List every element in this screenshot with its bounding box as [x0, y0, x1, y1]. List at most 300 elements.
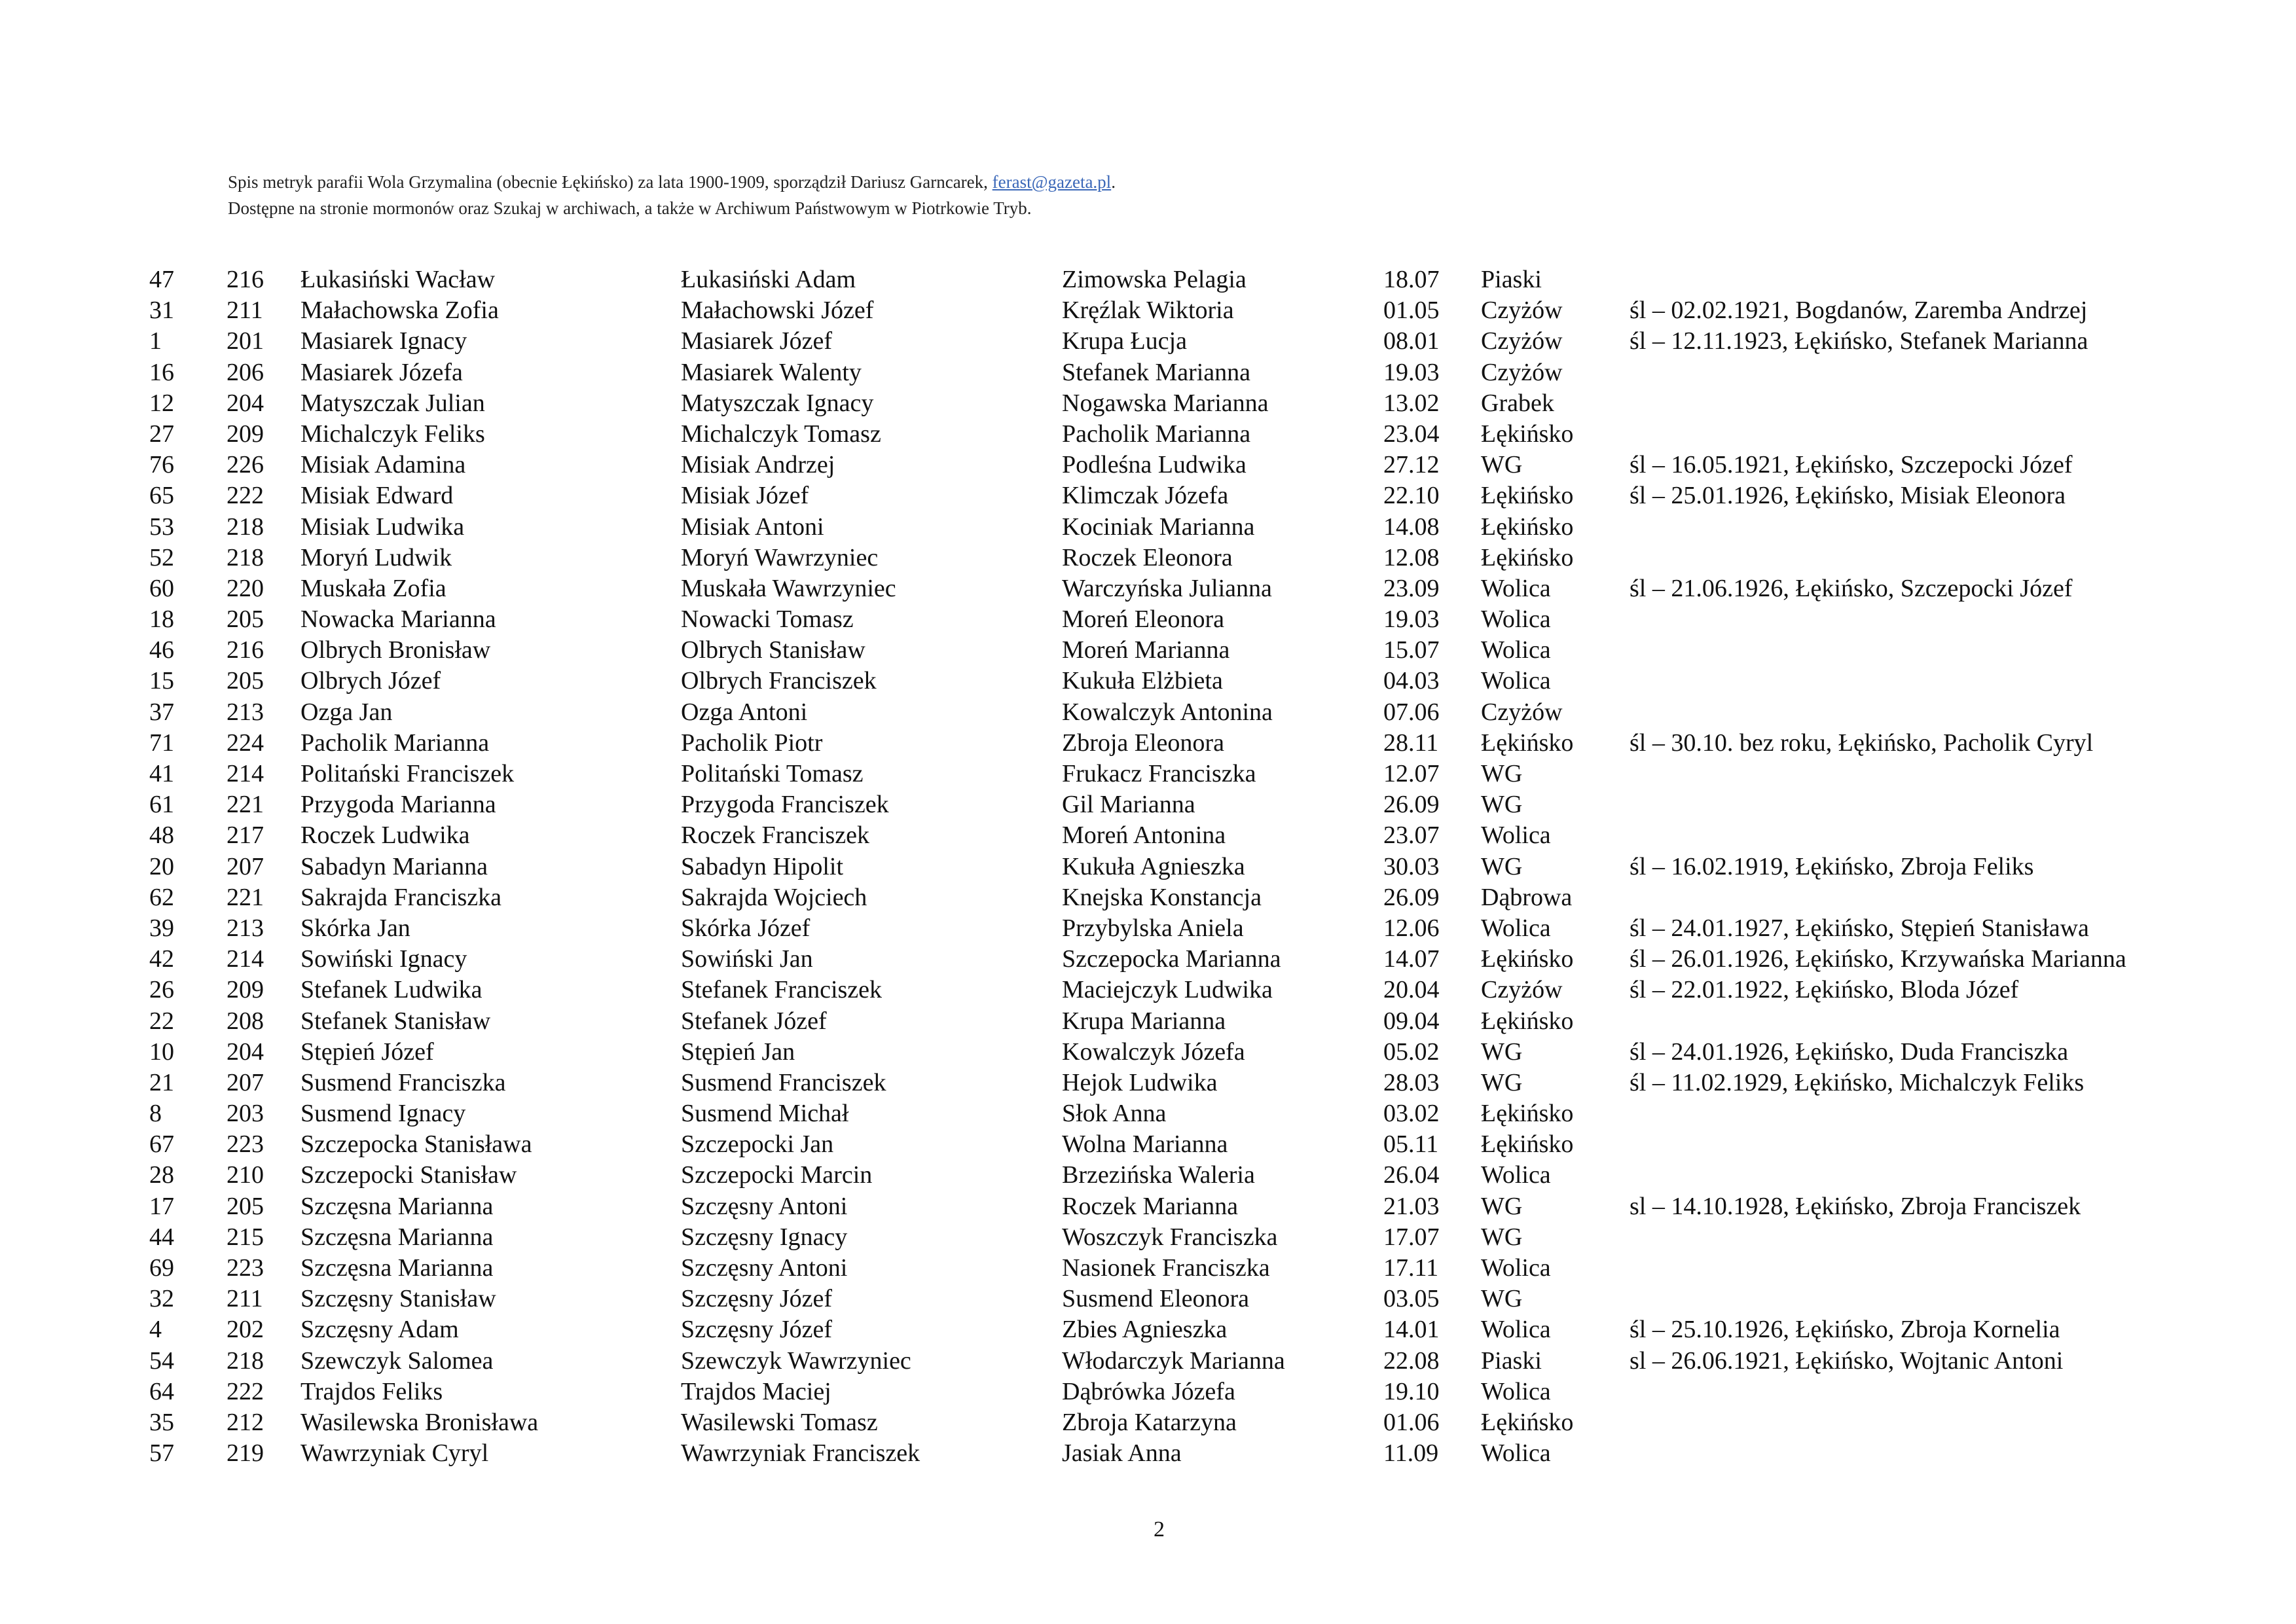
record-number: 64 [149, 1377, 174, 1405]
child-name: Stępień Józef [301, 1038, 434, 1066]
act-number: 207 [227, 1068, 264, 1096]
table-row [0, 1191, 2296, 1222]
record-number: 46 [149, 636, 174, 664]
mother-name: Frukacz Franciszka [1062, 760, 1256, 787]
birth-date: 03.05 [1383, 1285, 1440, 1313]
table-row [0, 635, 2296, 666]
mother-name: Maciejczyk Ludwika [1062, 976, 1273, 1004]
record-number: 27 [149, 420, 174, 448]
father-name: Masiarek Walenty [681, 358, 862, 386]
birth-date: 09.04 [1383, 1007, 1440, 1035]
child-name: Szewczyk Salomea [301, 1346, 494, 1375]
mother-name: Roczek Eleonora [1062, 543, 1233, 571]
table-row [0, 852, 2296, 882]
mother-name: Słok Anna [1062, 1100, 1167, 1128]
mother-name: Susmend Eleonora [1062, 1285, 1250, 1313]
birth-date: 08.01 [1383, 327, 1440, 355]
table-row [0, 1284, 2296, 1314]
table-row [0, 1253, 2296, 1284]
birth-place: WG [1481, 852, 1523, 880]
father-name: Misiak Antoni [681, 513, 824, 541]
mother-name: Woszczyk Franciszka [1062, 1223, 1278, 1251]
mother-name: Pacholik Marianna [1062, 420, 1251, 448]
child-name: Szczęsny Stanisław [301, 1285, 496, 1313]
father-name: Susmend Michał [681, 1100, 849, 1128]
record-number: 1 [149, 327, 162, 355]
record-number: 8 [149, 1100, 162, 1128]
mother-name: Roczek Marianna [1062, 1192, 1239, 1220]
record-number: 37 [149, 698, 174, 726]
record-number: 18 [149, 605, 174, 634]
marriage-note: sl – 14.10.1928, Łękińsko, Zbroja Franciszek [1630, 1192, 2081, 1220]
act-number: 209 [227, 976, 264, 1004]
father-name: Szczęsny Ignacy [681, 1223, 848, 1251]
table-row [0, 1006, 2296, 1037]
act-number: 219 [227, 1439, 264, 1468]
mother-name: Stefanek Marianna [1062, 358, 1251, 386]
birth-place: Łękińsko [1481, 1100, 1574, 1128]
birth-place: WG [1481, 1038, 1523, 1066]
document-header [228, 169, 1116, 221]
act-number: 202 [227, 1316, 264, 1344]
table-row [0, 480, 2296, 511]
mother-name: Kukuła Elżbieta [1062, 667, 1223, 695]
header-line-1-text: Spis metryk parafii Wola Grzymalina (obecnie Łękińsko) za lata 1900-1909, sporządził Dariusz Garncarek, [228, 172, 993, 192]
table-row [0, 1346, 2296, 1377]
marriage-note: śl – 22.01.1922, Łękińsko, Bloda Józef [1630, 976, 2019, 1004]
act-number: 224 [227, 729, 264, 757]
child-name: Muskała Zofia [301, 574, 446, 602]
birth-date: 17.07 [1383, 1223, 1440, 1251]
father-name: Wasilewski Tomasz [681, 1408, 878, 1436]
record-number: 15 [149, 667, 174, 695]
birth-date: 23.07 [1383, 821, 1440, 850]
table-row [0, 666, 2296, 696]
birth-place: Czyżów [1481, 698, 1563, 726]
father-name: Olbrych Stanisław [681, 636, 866, 664]
birth-place: Wolica [1481, 636, 1551, 664]
mother-name: Klimczak Józefa [1062, 482, 1229, 510]
marriage-note: śl – 16.02.1919, Łękińsko, Zbroja Feliks [1630, 852, 2034, 880]
record-number: 65 [149, 482, 174, 510]
record-number: 35 [149, 1408, 174, 1436]
birth-date: 14.01 [1383, 1316, 1440, 1344]
birth-date: 11.09 [1383, 1439, 1439, 1468]
birth-date: 05.02 [1383, 1038, 1440, 1066]
birth-place: WG [1481, 1068, 1523, 1096]
mother-name: Knejska Konstancja [1062, 883, 1262, 911]
birth-place: Łękińsko [1481, 729, 1574, 757]
birth-date: 19.10 [1383, 1377, 1440, 1405]
mother-name: Kręźlak Wiktoria [1062, 297, 1234, 325]
child-name: Pacholik Marianna [301, 729, 490, 757]
father-name: Misiak Józef [681, 482, 809, 510]
mother-name: Kowalczyk Antonina [1062, 698, 1273, 726]
birth-date: 14.07 [1383, 945, 1440, 973]
act-number: 214 [227, 760, 264, 787]
mother-name: Nogawska Marianna [1062, 389, 1269, 417]
marriage-note: śl – 11.02.1929, Łękińsko, Michalczyk Feliks [1630, 1068, 2085, 1096]
father-name: Sabadyn Hipolit [681, 852, 844, 880]
table-row [0, 759, 2296, 789]
marriage-note: śl – 16.05.1921, Łękińsko, Szczepocki Józef [1630, 451, 2073, 479]
birth-date: 26.09 [1383, 791, 1440, 819]
record-number: 39 [149, 914, 174, 942]
birth-place: Wolica [1481, 605, 1551, 634]
child-name: Roczek Ludwika [301, 821, 470, 850]
mother-name: Nasionek Franciszka [1062, 1254, 1270, 1282]
record-number: 48 [149, 821, 174, 850]
header-line-2: Dostępne na stronie mormonów oraz Szukaj w archiwach, a także w Archiwum Państwowym w Piotrkowie Tryb. [228, 198, 1032, 218]
act-number: 204 [227, 389, 264, 417]
father-name: Pacholik Piotr [681, 729, 823, 757]
child-name: Sakrajda Franciszka [301, 883, 502, 911]
marriage-note: śl – 21.06.1926, Łękińsko, Szczepocki Józef [1630, 574, 2073, 602]
table-row [0, 789, 2296, 820]
father-name: Skórka Józef [681, 914, 811, 942]
record-number: 20 [149, 852, 174, 880]
birth-place: Łękińsko [1481, 420, 1574, 448]
record-number: 67 [149, 1130, 174, 1159]
record-number: 16 [149, 358, 174, 386]
act-number: 220 [227, 574, 264, 602]
act-number: 221 [227, 883, 264, 911]
table-row [0, 1222, 2296, 1253]
table-row [0, 1129, 2296, 1160]
record-number: 17 [149, 1192, 174, 1220]
mother-name: Dąbrówka Józefa [1062, 1377, 1235, 1405]
act-number: 212 [227, 1408, 264, 1436]
birth-date: 22.08 [1383, 1346, 1440, 1375]
record-number: 32 [149, 1285, 174, 1313]
birth-date: 07.06 [1383, 698, 1440, 726]
father-name: Muskała Wawrzyniec [681, 574, 896, 602]
act-number: 205 [227, 605, 264, 634]
father-name: Szczęsny Józef [681, 1285, 833, 1313]
table-row [0, 882, 2296, 913]
table-row [0, 1098, 2296, 1129]
father-name: Masiarek Józef [681, 327, 833, 355]
father-name: Łukasiński Adam [681, 266, 856, 293]
act-number: 205 [227, 1192, 264, 1220]
table-row [0, 1037, 2296, 1068]
birth-place: Czyżów [1481, 976, 1563, 1004]
birth-date: 01.06 [1383, 1408, 1440, 1436]
birth-date: 22.10 [1383, 482, 1440, 510]
mother-name: Zbroja Katarzyna [1062, 1408, 1237, 1436]
mother-name: Jasiak Anna [1062, 1439, 1182, 1468]
child-name: Małachowska Zofia [301, 297, 499, 325]
table-row [0, 1314, 2296, 1345]
act-number: 213 [227, 914, 264, 942]
father-name: Stefanek Franciszek [681, 976, 883, 1004]
record-number: 22 [149, 1007, 174, 1035]
act-number: 201 [227, 327, 264, 355]
birth-place: Wolica [1481, 1316, 1551, 1344]
table-row [0, 1160, 2296, 1191]
birth-date: 26.09 [1383, 883, 1440, 911]
child-name: Matyszczak Julian [301, 389, 485, 417]
birth-place: Czyżów [1481, 358, 1563, 386]
birth-place: WG [1481, 1285, 1523, 1313]
table-row [0, 944, 2296, 975]
act-number: 209 [227, 420, 264, 448]
child-name: Olbrych Józef [301, 667, 441, 695]
birth-place: Dąbrowa [1481, 883, 1573, 911]
table-row [0, 388, 2296, 419]
record-number: 12 [149, 389, 174, 417]
birth-date: 30.03 [1383, 852, 1440, 880]
act-number: 207 [227, 852, 264, 880]
records-table [0, 264, 2296, 1469]
father-name: Szewczyk Wawrzyniec [681, 1346, 911, 1375]
father-name: Misiak Andrzej [681, 451, 835, 479]
child-name: Szczęsna Marianna [301, 1223, 494, 1251]
record-number: 47 [149, 266, 174, 293]
birth-date: 20.04 [1383, 976, 1440, 1004]
child-name: Szczepocki Stanisław [301, 1161, 517, 1189]
birth-date: 04.03 [1383, 667, 1440, 695]
father-name: Politański Tomasz [681, 760, 864, 787]
mother-name: Włodarczyk Marianna [1062, 1346, 1285, 1375]
father-name: Olbrych Franciszek [681, 667, 877, 695]
record-number: 76 [149, 451, 174, 479]
father-name: Stępień Jan [681, 1038, 795, 1066]
father-name: Michalczyk Tomasz [681, 420, 881, 448]
table-row [0, 264, 2296, 295]
mother-name: Krupa Łucja [1062, 327, 1187, 355]
child-name: Stefanek Stanisław [301, 1007, 491, 1035]
act-number: 217 [227, 821, 264, 850]
act-number: 221 [227, 791, 264, 819]
birth-place: Łękińsko [1481, 482, 1574, 510]
birth-date: 28.11 [1383, 729, 1439, 757]
act-number: 215 [227, 1223, 264, 1251]
birth-date: 14.08 [1383, 513, 1440, 541]
marriage-note: śl – 26.01.1926, Łękińsko, Krzywańska Marianna [1630, 945, 2126, 973]
table-row [0, 820, 2296, 851]
record-number: 62 [149, 883, 174, 911]
act-number: 208 [227, 1007, 264, 1035]
header-line-1 [228, 169, 1116, 195]
table-row [0, 697, 2296, 728]
child-name: Masiarek Józefa [301, 358, 463, 386]
child-name: Politański Franciszek [301, 760, 515, 787]
birth-place: WG [1481, 791, 1523, 819]
table-row [0, 326, 2296, 357]
father-name: Moryń Wawrzyniec [681, 543, 879, 571]
act-number: 218 [227, 513, 264, 541]
child-name: Wawrzyniak Cyryl [301, 1439, 489, 1468]
birth-date: 12.06 [1383, 914, 1440, 942]
record-number: 4 [149, 1316, 162, 1344]
record-number: 61 [149, 791, 174, 819]
table-row [0, 295, 2296, 326]
child-name: Ozga Jan [301, 698, 393, 726]
table-row [0, 419, 2296, 450]
table-row [0, 913, 2296, 944]
birth-date: 12.07 [1383, 760, 1440, 787]
father-name: Stefanek Józef [681, 1007, 827, 1035]
birth-place: Łękińsko [1481, 1007, 1574, 1035]
mother-name: Zbroja Eleonora [1062, 729, 1224, 757]
birth-place: WG [1481, 451, 1523, 479]
record-number: 42 [149, 945, 174, 973]
mother-name: Moreń Marianna [1062, 636, 1230, 664]
marriage-note: śl – 30.10. bez roku, Łękińsko, Pacholik Cyryl [1630, 729, 2094, 757]
child-name: Szczepocka Stanisława [301, 1130, 532, 1159]
birth-place: Grabek [1481, 389, 1554, 417]
birth-place: Łękińsko [1481, 513, 1574, 541]
birth-date: 01.05 [1383, 297, 1440, 325]
record-number: 57 [149, 1439, 174, 1468]
mother-name: Przybylska Aniela [1062, 914, 1244, 942]
child-name: Szczęsna Marianna [301, 1192, 494, 1220]
act-number: 206 [227, 358, 264, 386]
birth-date: 15.07 [1383, 636, 1440, 664]
father-name: Przygoda Franciszek [681, 791, 889, 819]
birth-place: Łękińsko [1481, 945, 1574, 973]
birth-date: 12.08 [1383, 543, 1440, 571]
mother-name: Szczepocka Marianna [1062, 945, 1281, 973]
child-name: Łukasiński Wacław [301, 266, 496, 293]
mother-name: Zbies Agnieszka [1062, 1316, 1228, 1344]
child-name: Przygoda Marianna [301, 791, 496, 819]
table-row [0, 543, 2296, 573]
father-name: Trajdos Maciej [681, 1377, 831, 1405]
mother-name: Moreń Antonina [1062, 821, 1226, 850]
father-name: Roczek Franciszek [681, 821, 870, 850]
act-number: 226 [227, 451, 264, 479]
child-name: Misiak Adamina [301, 451, 466, 479]
child-name: Misiak Ludwika [301, 513, 465, 541]
act-number: 210 [227, 1161, 264, 1189]
child-name: Stefanek Ludwika [301, 976, 483, 1004]
mother-name: Warczyńska Julianna [1062, 574, 1272, 602]
record-number: 60 [149, 574, 174, 602]
marriage-note: śl – 25.10.1926, Łękińsko, Zbroja Kornelia [1630, 1316, 2060, 1344]
child-name: Sowiński Ignacy [301, 945, 467, 973]
marriage-note: śl – 02.02.1921, Bogdanów, Zaremba Andrzej [1630, 297, 2088, 325]
act-number: 222 [227, 482, 264, 510]
table-row [0, 357, 2296, 388]
child-name: Skórka Jan [301, 914, 410, 942]
birth-place: Wolica [1481, 1439, 1551, 1468]
act-number: 211 [227, 297, 263, 325]
marriage-note: śl – 12.11.1923, Łękińsko, Stefanek Marianna [1630, 327, 2088, 355]
marriage-note: śl – 25.01.1926, Łękińsko, Misiak Eleonora [1630, 482, 2066, 510]
birth-place: Wolica [1481, 914, 1551, 942]
child-name: Masiarek Ignacy [301, 327, 467, 355]
marriage-note: sl – 26.06.1921, Łękińsko, Wojtanic Antoni [1630, 1346, 2064, 1375]
record-number: 52 [149, 543, 174, 571]
act-number: 203 [227, 1100, 264, 1128]
birth-place: Wolica [1481, 667, 1551, 695]
birth-date: 19.03 [1383, 605, 1440, 634]
header-line-1-end: . [1111, 172, 1116, 192]
mother-name: Hejok Ludwika [1062, 1068, 1218, 1096]
record-number: 44 [149, 1223, 174, 1251]
mother-name: Wolna Marianna [1062, 1130, 1228, 1159]
child-name: Nowacka Marianna [301, 605, 496, 634]
birth-place: Piaski [1481, 266, 1542, 293]
child-name: Sabadyn Marianna [301, 852, 488, 880]
child-name: Moryń Ludwik [301, 543, 452, 571]
birth-date: 05.11 [1383, 1130, 1439, 1159]
record-number: 54 [149, 1346, 174, 1375]
birth-date: 28.03 [1383, 1068, 1440, 1096]
mother-name: Podleśna Ludwika [1062, 451, 1247, 479]
father-name: Ozga Antoni [681, 698, 808, 726]
birth-date: 21.03 [1383, 1192, 1440, 1220]
marriage-note: śl – 24.01.1927, Łękińsko, Stępień Stanisława [1630, 914, 2089, 942]
record-number: 71 [149, 729, 174, 757]
record-number: 69 [149, 1254, 174, 1282]
child-name: Wasilewska Bronisława [301, 1408, 539, 1436]
birth-place: Wolica [1481, 1254, 1551, 1282]
child-name: Szczęsna Marianna [301, 1254, 494, 1282]
child-name: Susmend Ignacy [301, 1100, 466, 1128]
mother-name: Kociniak Marianna [1062, 513, 1255, 541]
act-number: 223 [227, 1130, 264, 1159]
birth-date: 26.04 [1383, 1161, 1440, 1189]
mother-name: Krupa Marianna [1062, 1007, 1226, 1035]
child-name: Trajdos Feliks [301, 1377, 443, 1405]
birth-date: 27.12 [1383, 451, 1440, 479]
birth-date: 17.11 [1383, 1254, 1439, 1282]
child-name: Susmend Franciszka [301, 1068, 506, 1096]
record-number: 41 [149, 760, 174, 787]
birth-place: Piaski [1481, 1346, 1542, 1375]
act-number: 216 [227, 266, 264, 293]
mother-name: Kukuła Agnieszka [1062, 852, 1245, 880]
table-row [0, 1438, 2296, 1469]
email-link[interactable]: ferast@gazeta.pl [992, 172, 1112, 192]
birth-place: Łękińsko [1481, 1130, 1574, 1159]
table-row [0, 975, 2296, 1005]
birth-date: 19.03 [1383, 358, 1440, 386]
birth-date: 23.04 [1383, 420, 1440, 448]
mother-name: Gil Marianna [1062, 791, 1195, 819]
table-row [0, 512, 2296, 543]
table-row [0, 1068, 2296, 1098]
act-number: 218 [227, 1346, 264, 1375]
father-name: Matyszczak Ignacy [681, 389, 874, 417]
child-name: Michalczyk Feliks [301, 420, 485, 448]
act-number: 211 [227, 1285, 263, 1313]
child-name: Misiak Edward [301, 482, 454, 510]
act-number: 205 [227, 667, 264, 695]
page-number: 2 [1154, 1517, 1165, 1542]
birth-date: 18.07 [1383, 266, 1440, 293]
birth-place: Czyżów [1481, 297, 1563, 325]
birth-place: WG [1481, 760, 1523, 787]
birth-place: Łękińsko [1481, 1408, 1574, 1436]
father-name: Sowiński Jan [681, 945, 813, 973]
record-number: 28 [149, 1161, 174, 1189]
table-row [0, 450, 2296, 480]
father-name: Wawrzyniak Franciszek [681, 1439, 920, 1468]
birth-place: WG [1481, 1223, 1523, 1251]
father-name: Szczepocki Jan [681, 1130, 834, 1159]
child-name: Szczęsny Adam [301, 1316, 459, 1344]
birth-place: Wolica [1481, 574, 1551, 602]
birth-date: 03.02 [1383, 1100, 1440, 1128]
record-number: 31 [149, 297, 174, 325]
birth-place: Czyżów [1481, 327, 1563, 355]
mother-name: Moreń Eleonora [1062, 605, 1224, 634]
act-number: 214 [227, 945, 264, 973]
